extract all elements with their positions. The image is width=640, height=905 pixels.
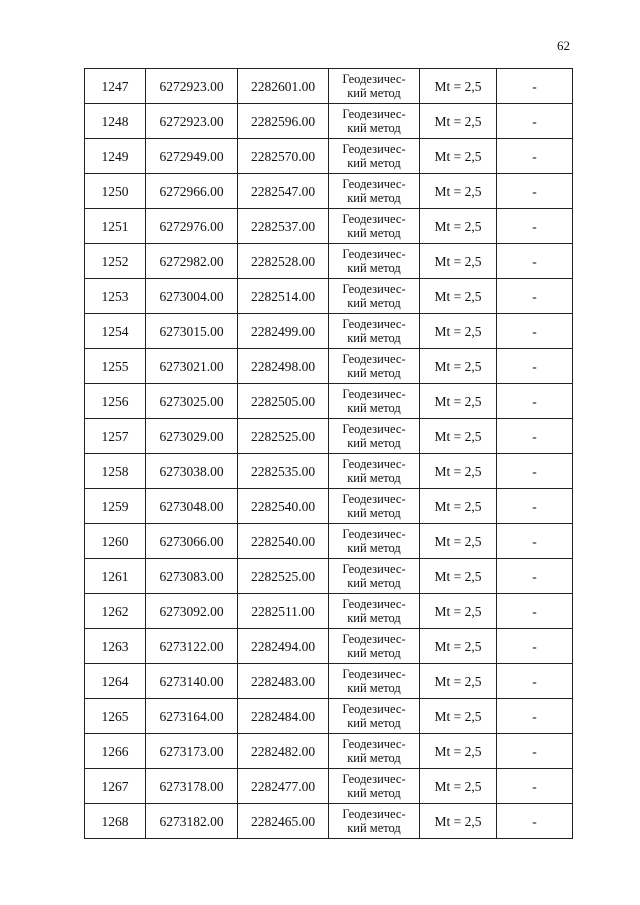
x-coordinate-cell: 6272923.00 (146, 104, 238, 139)
point-number-cell: 1252 (85, 244, 146, 279)
x-coordinate-cell: 6273178.00 (146, 769, 238, 804)
table-row (85, 559, 573, 594)
table-row (85, 524, 573, 559)
accuracy-cell: Mt = 2,5 (420, 209, 497, 244)
method-line-1: Геодезичес- (342, 317, 406, 331)
y-coordinate-cell: 2282601.00 (238, 69, 329, 104)
method-cell (329, 384, 420, 419)
method-line-1: Геодезичес- (342, 632, 406, 646)
method-line-2: кий метод (347, 646, 401, 660)
point-number-cell: 1254 (85, 314, 146, 349)
method-line-1: Геодезичес- (342, 142, 406, 156)
note-cell: - (497, 734, 573, 769)
x-coordinate-cell: 6273021.00 (146, 349, 238, 384)
method-line-2: кий метод (347, 471, 401, 485)
method-line-1: Геодезичес- (342, 352, 406, 366)
accuracy-cell: Mt = 2,5 (420, 559, 497, 594)
y-coordinate-cell: 2282498.00 (238, 349, 329, 384)
point-number-cell: 1258 (85, 454, 146, 489)
note-cell: - (497, 594, 573, 629)
method-line-2: кий метод (347, 541, 401, 555)
method-line-1: Геодезичес- (342, 107, 406, 121)
accuracy-cell: Mt = 2,5 (420, 594, 497, 629)
y-coordinate-cell: 2282477.00 (238, 769, 329, 804)
accuracy-cell: Mt = 2,5 (420, 629, 497, 664)
note-cell: - (497, 174, 573, 209)
accuracy-cell: Mt = 2,5 (420, 699, 497, 734)
note-cell: - (497, 804, 573, 839)
method-line-1: Геодезичес- (342, 247, 406, 261)
x-coordinate-cell: 6273029.00 (146, 419, 238, 454)
y-coordinate-cell: 2282505.00 (238, 384, 329, 419)
point-number-cell: 1268 (85, 804, 146, 839)
accuracy-cell: Mt = 2,5 (420, 769, 497, 804)
y-coordinate-cell: 2282511.00 (238, 594, 329, 629)
method-cell (329, 559, 420, 594)
method-cell (329, 489, 420, 524)
x-coordinate-cell: 6273048.00 (146, 489, 238, 524)
method-line-2: кий метод (347, 716, 401, 730)
y-coordinate-cell: 2282514.00 (238, 279, 329, 314)
note-cell: - (497, 384, 573, 419)
table-row (85, 349, 573, 384)
table-row (85, 454, 573, 489)
point-number-cell: 1267 (85, 769, 146, 804)
table-row (85, 279, 573, 314)
point-number-cell: 1247 (85, 69, 146, 104)
x-coordinate-cell: 6273092.00 (146, 594, 238, 629)
y-coordinate-cell: 2282483.00 (238, 664, 329, 699)
table-row (85, 139, 573, 174)
point-number-cell: 1260 (85, 524, 146, 559)
method-line-2: кий метод (347, 261, 401, 275)
method-line-1: Геодезичес- (342, 282, 406, 296)
method-line-1: Геодезичес- (342, 212, 406, 226)
table-row (85, 244, 573, 279)
method-cell (329, 454, 420, 489)
y-coordinate-cell: 2282465.00 (238, 804, 329, 839)
note-cell: - (497, 629, 573, 664)
method-line-2: кий метод (347, 681, 401, 695)
coordinates-table (84, 68, 573, 839)
note-cell: - (497, 69, 573, 104)
table-row (85, 174, 573, 209)
y-coordinate-cell: 2282482.00 (238, 734, 329, 769)
x-coordinate-cell: 6273182.00 (146, 804, 238, 839)
method-line-1: Геодезичес- (342, 737, 406, 751)
point-number-cell: 1261 (85, 559, 146, 594)
y-coordinate-cell: 2282547.00 (238, 174, 329, 209)
note-cell: - (497, 419, 573, 454)
method-cell (329, 244, 420, 279)
method-line-1: Геодезичес- (342, 527, 406, 541)
point-number-cell: 1256 (85, 384, 146, 419)
x-coordinate-cell: 6273004.00 (146, 279, 238, 314)
method-line-2: кий метод (347, 156, 401, 170)
method-cell (329, 349, 420, 384)
method-line-2: кий метод (347, 401, 401, 415)
method-line-1: Геодезичес- (342, 387, 406, 401)
x-coordinate-cell: 6273173.00 (146, 734, 238, 769)
point-number-cell: 1265 (85, 699, 146, 734)
x-coordinate-cell: 6273083.00 (146, 559, 238, 594)
table-row (85, 629, 573, 664)
method-line-1: Геодезичес- (342, 597, 406, 611)
table-row (85, 734, 573, 769)
note-cell: - (497, 489, 573, 524)
method-cell (329, 769, 420, 804)
table-row (85, 594, 573, 629)
table-row (85, 419, 573, 454)
x-coordinate-cell: 6272949.00 (146, 139, 238, 174)
point-number-cell: 1263 (85, 629, 146, 664)
x-coordinate-cell: 6272982.00 (146, 244, 238, 279)
note-cell: - (497, 104, 573, 139)
method-line-2: кий метод (347, 751, 401, 765)
note-cell: - (497, 244, 573, 279)
y-coordinate-cell: 2282525.00 (238, 559, 329, 594)
method-cell (329, 594, 420, 629)
method-line-2: кий метод (347, 121, 401, 135)
method-cell (329, 104, 420, 139)
method-cell (329, 174, 420, 209)
y-coordinate-cell: 2282535.00 (238, 454, 329, 489)
accuracy-cell: Mt = 2,5 (420, 489, 497, 524)
accuracy-cell: Mt = 2,5 (420, 104, 497, 139)
accuracy-cell: Mt = 2,5 (420, 314, 497, 349)
method-cell (329, 314, 420, 349)
table-row (85, 769, 573, 804)
note-cell: - (497, 664, 573, 699)
method-cell (329, 209, 420, 244)
table-row (85, 104, 573, 139)
note-cell: - (497, 279, 573, 314)
table-row (85, 664, 573, 699)
y-coordinate-cell: 2282596.00 (238, 104, 329, 139)
method-cell (329, 69, 420, 104)
point-number-cell: 1248 (85, 104, 146, 139)
note-cell: - (497, 559, 573, 594)
table-row (85, 314, 573, 349)
method-line-1: Геодезичес- (342, 177, 406, 191)
method-line-2: кий метод (347, 436, 401, 450)
y-coordinate-cell: 2282494.00 (238, 629, 329, 664)
y-coordinate-cell: 2282540.00 (238, 489, 329, 524)
point-number-cell: 1257 (85, 419, 146, 454)
note-cell: - (497, 524, 573, 559)
method-cell (329, 734, 420, 769)
table-row (85, 489, 573, 524)
table-row (85, 69, 573, 104)
coordinates-table-body (85, 69, 573, 839)
accuracy-cell: Mt = 2,5 (420, 349, 497, 384)
accuracy-cell: Mt = 2,5 (420, 279, 497, 314)
note-cell: - (497, 209, 573, 244)
x-coordinate-cell: 6272923.00 (146, 69, 238, 104)
x-coordinate-cell: 6272976.00 (146, 209, 238, 244)
accuracy-cell: Mt = 2,5 (420, 384, 497, 419)
x-coordinate-cell: 6273122.00 (146, 629, 238, 664)
y-coordinate-cell: 2282528.00 (238, 244, 329, 279)
point-number-cell: 1253 (85, 279, 146, 314)
method-line-1: Геодезичес- (342, 422, 406, 436)
note-cell: - (497, 769, 573, 804)
note-cell: - (497, 699, 573, 734)
y-coordinate-cell: 2282570.00 (238, 139, 329, 174)
method-cell (329, 664, 420, 699)
point-number-cell: 1249 (85, 139, 146, 174)
accuracy-cell: Mt = 2,5 (420, 419, 497, 454)
method-line-1: Геодезичес- (342, 772, 406, 786)
note-cell: - (497, 454, 573, 489)
note-cell: - (497, 139, 573, 174)
method-line-2: кий метод (347, 611, 401, 625)
note-cell: - (497, 314, 573, 349)
accuracy-cell: Mt = 2,5 (420, 69, 497, 104)
accuracy-cell: Mt = 2,5 (420, 174, 497, 209)
method-line-2: кий метод (347, 191, 401, 205)
x-coordinate-cell: 6273025.00 (146, 384, 238, 419)
method-line-1: Геодезичес- (342, 492, 406, 506)
point-number-cell: 1250 (85, 174, 146, 209)
x-coordinate-cell: 6273066.00 (146, 524, 238, 559)
point-number-cell: 1255 (85, 349, 146, 384)
accuracy-cell: Mt = 2,5 (420, 139, 497, 174)
method-line-2: кий метод (347, 226, 401, 240)
table-row (85, 804, 573, 839)
method-line-2: кий метод (347, 506, 401, 520)
point-number-cell: 1266 (85, 734, 146, 769)
method-line-2: кий метод (347, 331, 401, 345)
method-cell (329, 699, 420, 734)
x-coordinate-cell: 6273038.00 (146, 454, 238, 489)
method-cell (329, 804, 420, 839)
method-line-2: кий метод (347, 366, 401, 380)
note-cell: - (497, 349, 573, 384)
table-row (85, 699, 573, 734)
method-line-1: Геодезичес- (342, 562, 406, 576)
point-number-cell: 1251 (85, 209, 146, 244)
method-line-2: кий метод (347, 296, 401, 310)
accuracy-cell: Mt = 2,5 (420, 244, 497, 279)
method-line-1: Геодезичес- (342, 807, 406, 821)
method-line-2: кий метод (347, 86, 401, 100)
point-number-cell: 1262 (85, 594, 146, 629)
accuracy-cell: Mt = 2,5 (420, 664, 497, 699)
point-number-cell: 1259 (85, 489, 146, 524)
method-cell (329, 524, 420, 559)
x-coordinate-cell: 6273140.00 (146, 664, 238, 699)
y-coordinate-cell: 2282499.00 (238, 314, 329, 349)
y-coordinate-cell: 2282540.00 (238, 524, 329, 559)
method-cell (329, 419, 420, 454)
method-line-1: Геодезичес- (342, 457, 406, 471)
table-row (85, 384, 573, 419)
accuracy-cell: Mt = 2,5 (420, 454, 497, 489)
accuracy-cell: Mt = 2,5 (420, 524, 497, 559)
method-line-2: кий метод (347, 821, 401, 835)
y-coordinate-cell: 2282537.00 (238, 209, 329, 244)
method-line-1: Геодезичес- (342, 72, 406, 86)
method-cell (329, 279, 420, 314)
y-coordinate-cell: 2282484.00 (238, 699, 329, 734)
method-line-2: кий метод (347, 786, 401, 800)
method-cell (329, 629, 420, 664)
table-row (85, 209, 573, 244)
method-line-2: кий метод (347, 576, 401, 590)
method-line-1: Геодезичес- (342, 667, 406, 681)
accuracy-cell: Mt = 2,5 (420, 734, 497, 769)
point-number-cell: 1264 (85, 664, 146, 699)
method-line-1: Геодезичес- (342, 702, 406, 716)
x-coordinate-cell: 6273164.00 (146, 699, 238, 734)
page-number: 62 (557, 38, 570, 53)
x-coordinate-cell: 6272966.00 (146, 174, 238, 209)
accuracy-cell: Mt = 2,5 (420, 804, 497, 839)
y-coordinate-cell: 2282525.00 (238, 419, 329, 454)
method-cell (329, 139, 420, 174)
x-coordinate-cell: 6273015.00 (146, 314, 238, 349)
